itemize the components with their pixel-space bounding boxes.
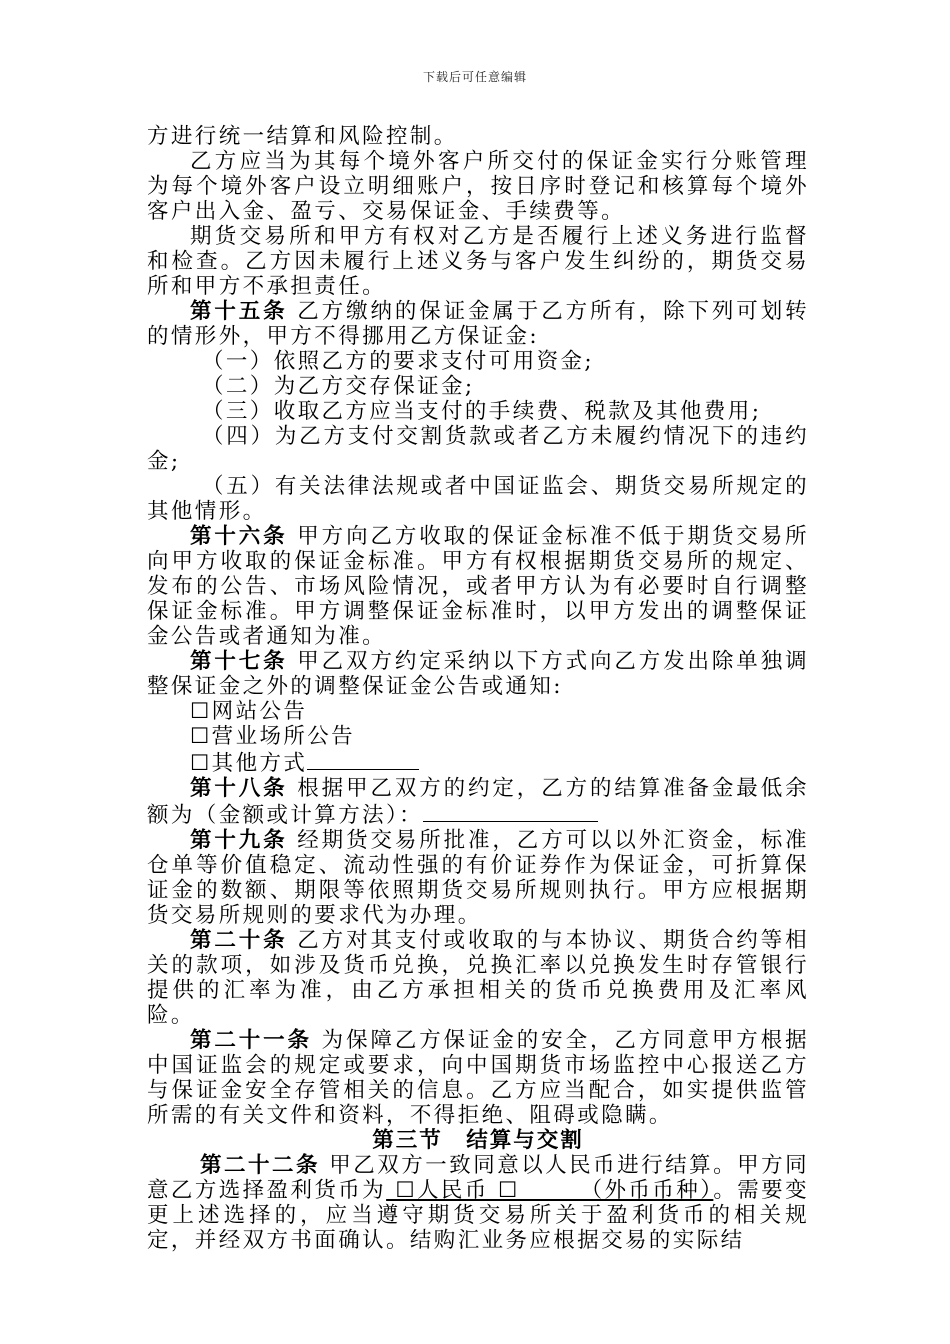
article-17-text: 甲乙双方约定采纳以下方式向乙方发出除单独调整保证金之外的调整保证金公告或通知:	[147, 649, 809, 699]
article-16-title: 第十六条	[190, 524, 288, 549]
article-20	[147, 928, 809, 1028]
option-other	[147, 749, 809, 776]
paragraph: 乙方应当为其每个境外客户所交付的保证金实行分账管理为每个境外客户设立明细账户，按日序时登记和核算每个境外客户出入金、盈亏、交易保证金、手续费等。	[147, 149, 809, 224]
paragraph: 方进行统一结算和风险控制。	[147, 124, 458, 149]
article-19	[147, 828, 809, 928]
fill-in-blank	[423, 801, 598, 822]
list-item: （一）依照乙方的要求支付可用资金;	[202, 349, 595, 374]
article-15-text: 乙方缴纳的保证金属于乙方所有，除下列可划转的情形外，甲方不得挪用乙方保证金:	[147, 299, 809, 349]
article-15-title: 第十五条	[190, 299, 288, 324]
article-17	[147, 649, 809, 699]
article-17-title: 第十七条	[190, 649, 288, 674]
article-18	[147, 776, 809, 828]
list-item: （四）为乙方支付交割货款或者乙方未履约情况下的违约金;	[147, 424, 809, 474]
article-19-text: 经期货交易所批准，乙方可以以外汇资金，标准仓单等价值稳定、流动性强的有价证券作为保证金，可折算保证金的数额、期限等依照期货交易所规则执行。甲方应根据期货交易所规则的要求代为办理。	[147, 828, 809, 928]
article-22-text-cont: 。需要变更上述选择的，应当遵守期货交易所关于盈利货币的相关规定，并经双方书面确认。结购汇业务应根据交易的实际结	[147, 1178, 809, 1253]
article-21	[147, 1028, 809, 1128]
option-other-label: ☐其他方式	[190, 751, 308, 776]
document-body	[147, 124, 809, 1253]
currency-choice: ☐人民币 ☐ （外币币种）	[386, 1178, 714, 1203]
list-item: （二）为乙方交存保证金;	[202, 374, 475, 399]
fill-in-blank	[307, 749, 419, 770]
article-15	[147, 299, 809, 349]
list-item: （五）有关法律法规或者中国证监会、期货交易所规定的其他情形。	[147, 474, 809, 524]
article-22-text: 甲乙双方一致同意以人民币进行结算。甲方同意乙方选择盈利货币为	[147, 1153, 809, 1203]
option-website: ☐网站公告	[190, 699, 308, 724]
section-title: 第三节 结算与交割	[372, 1128, 584, 1153]
list-item: （三）收取乙方应当支付的手续费、税款及其他费用;	[202, 399, 762, 424]
article-19-title: 第十九条	[190, 828, 288, 853]
article-21-text: 为保障乙方保证金的安全，乙方同意甲方根据中国证监会的规定或要求，向中国期货市场监控中心报送乙方与保证金安全存管相关的信息。乙方应当配合，如实提供监管所需的有关文件和资料，不得拒绝、阻碍或隐瞒。	[147, 1028, 809, 1128]
article-20-text: 乙方对其支付或收取的与本协议、期货合约等相关的款项，如涉及货币兑换，兑换汇率以兑换发生时存管银行提供的汇率为准，由乙方承担相关的货币兑换费用及汇率风险。	[147, 928, 809, 1028]
article-22-title: 第二十二条	[200, 1153, 320, 1178]
article-16-text: 甲方向乙方收取的保证金标准不低于期货交易所向甲方收取的保证金标准。甲方有权根据期货交易所的规定、发布的公告、市场风险情况，或者甲方认为有必要时自行调整保证金标准。甲方调整保证金标准时，以甲方发出的调整保证金公告或者通知为准。	[147, 524, 809, 649]
article-18-text: 根据甲乙双方的约定，乙方的结算准备金最低余额为（金额或计算方法）：	[147, 776, 809, 828]
article-22	[147, 1153, 809, 1253]
article-18-title: 第十八条	[190, 776, 288, 801]
article-21-title: 第二十一条	[190, 1028, 312, 1053]
page-header: 下载后可任意编辑	[422, 70, 527, 84]
option-office: ☐营业场所公告	[190, 724, 356, 749]
paragraph: 期货交易所和甲方有权对乙方是否履行上述义务进行监督和检查。乙方因未履行上述义务与客户发生纠纷的，期货交易所和甲方不承担责任。	[147, 224, 809, 299]
article-20-title: 第二十条	[190, 928, 288, 953]
article-16	[147, 524, 809, 649]
